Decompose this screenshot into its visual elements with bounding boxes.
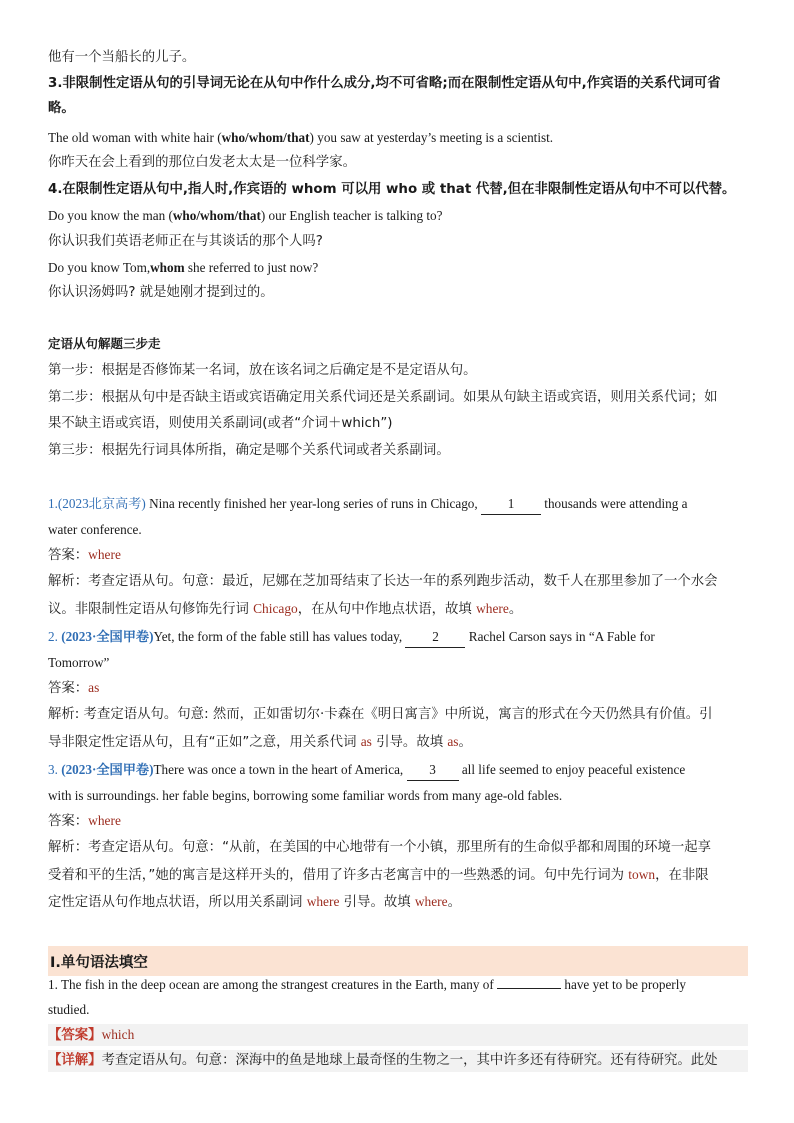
answer-blank[interactable]: 2 — [405, 627, 465, 648]
rule-3-line: 3.非限制性定语从句的引导词无论在从句中作什么成分,均不可省略;而在限制性定语从句中,作宾语的关系代词可省 — [48, 76, 721, 91]
text: Rachel Carson says in “A Fable for — [465, 629, 655, 644]
highlight-word: where — [306, 894, 340, 909]
highlight-word: town — [628, 867, 656, 882]
answer-blank[interactable]: 3 — [407, 760, 459, 781]
highlight-word: as — [360, 734, 372, 749]
exercise-3-explanation: 解析：考查定语从句。句意：“从前，在美国的中心地带有一个小镇，那里所有的生命似乎都和周围的环境一起享 — [48, 840, 712, 855]
question-1-cont: studied. — [48, 1002, 90, 1017]
highlight-word: where — [476, 601, 509, 616]
text: 1. The fish in the deep ocean are among the strangest creatures in the Earth, many of — [48, 977, 498, 992]
text: thousands were attending a — [541, 496, 688, 511]
exercise-2-question — [48, 627, 748, 648]
question-1 — [48, 975, 748, 995]
exercise-3-answer — [48, 811, 748, 832]
question-source: (2023·全国甲卷) — [61, 629, 154, 644]
rule-4-line: 4.在限制性定语从句中,指人时,作宾语的 whom 可以用 who 或 that 代替,但在非限制性定语从句中不可以代替。 — [48, 182, 736, 197]
highlight-word: where — [414, 894, 448, 909]
step-2: 第二步：根据从句中是否缺主语或宾语确定用关系代词还是关系副词。如果从句缺主语或宾语，则用关系代词；如 — [48, 390, 718, 405]
example-sentence — [48, 206, 748, 226]
question-number: 1. — [48, 496, 58, 511]
example-translation: 你昨天在会上看到的那位白发老太太是一位科学家。 — [48, 155, 356, 170]
exercise-1-explanation-cont — [48, 599, 748, 620]
answer-value: where — [88, 547, 121, 562]
text: ) you saw at yesterday’s meeting is a scientist. — [309, 130, 554, 145]
text: There was once a town in the heart of America, — [153, 762, 407, 777]
bold-text: who/whom/that — [172, 208, 261, 223]
bold-text: whom — [150, 260, 185, 275]
answer-value: which — [101, 1027, 135, 1042]
text: 定性定语从句作地点状语，所以用关系副词 — [48, 895, 307, 910]
section-header — [48, 946, 748, 976]
text: 引导。故填 — [339, 895, 415, 910]
text-line: 他有一个当船长的儿子。 — [48, 50, 196, 65]
text: Do you know Tom, — [48, 260, 151, 275]
exercise-1-explanation: 解析：考查定语从句。句意：最近，尼娜在芝加哥结束了长达一年的系列跑步活动，数千人在那里参加了一个水会 — [48, 574, 718, 589]
section-title: I.单句语法填空 — [50, 955, 148, 971]
text: she referred to just now? — [184, 260, 319, 275]
answer-blank[interactable]: 1 — [481, 494, 541, 515]
text: The old woman with white hair ( — [48, 130, 222, 145]
text: Do you know the man ( — [48, 208, 173, 223]
step-3: 第三步：根据先行词具体所指，确定是哪个关系代词或者关系副词。 — [48, 443, 450, 458]
highlight-word: as — [447, 734, 459, 749]
highlight-word: Chicago — [253, 601, 298, 616]
text: 。 — [508, 602, 523, 617]
example-sentence — [48, 258, 748, 278]
steps-title: 定语从句解题三步走 — [48, 336, 161, 351]
text: have yet to be properly — [561, 977, 686, 992]
answer-label: 答案： — [48, 681, 89, 696]
exercise-1-question — [48, 494, 748, 515]
answer-value: as — [88, 680, 100, 695]
exercise-1-answer — [48, 545, 748, 566]
exercise-3-question-cont: with is surroundings. her fable begins, borrowing some familiar words from many age-old fables. — [48, 788, 563, 803]
step-1: 第一步：根据是否修饰某一名词，放在该名词之后确定是不是定语从句。 — [48, 363, 477, 378]
text: Yet, the form of the fable still has values today, — [153, 629, 406, 644]
bold-text: who/whom/that — [221, 130, 310, 145]
example-translation: 你认识我们英语老师正在与其谈话的那个人吗? — [48, 234, 323, 249]
exercise-2-question-cont: Tomorrow” — [48, 655, 110, 670]
text: all life seemed to enjoy peaceful existence — [458, 762, 686, 777]
exercise-2-answer — [48, 678, 748, 699]
answer-label: 答案： — [48, 814, 89, 829]
answer-value: where — [88, 813, 121, 828]
exercise-2-explanation: 解析: 考查定语从句。句意: 然而，正如雷切尔·卡森在《明日寓言》中所说，寓言的形式在今天仍然具有价值。引 — [48, 707, 713, 722]
text: 引导。故填 — [371, 735, 448, 750]
question-number: 2. — [48, 629, 62, 644]
text: ，在非限 — [655, 868, 709, 883]
answer-blank[interactable] — [497, 988, 561, 989]
text: 。 — [458, 735, 472, 750]
text: Nina recently finished her year-long series of runs in Chicago, — [145, 496, 481, 511]
text: 导非限定性定语从句，且有“正如”之意，用关系代词 — [48, 735, 361, 750]
exercise-3-explanation-cont — [48, 865, 748, 886]
text: ) our English teacher is talking to? — [260, 208, 443, 223]
rule-3-line-cont: 略。 — [48, 101, 75, 116]
text: 。 — [447, 895, 461, 910]
exercise-3-explanation-cont — [48, 892, 748, 913]
exercise-3-question — [48, 760, 748, 781]
detail-text: 考查定语从句。句意：深海中的鱼是地球上最奇怪的生物之一，其中许多还有待研究。还有待研究。此处 — [101, 1053, 718, 1068]
question-1-answer — [48, 1025, 748, 1046]
question-source: (2023·全国甲卷) — [61, 762, 154, 777]
example-translation: 你认识汤姆吗? 就是她刚才提到过的。 — [48, 285, 274, 300]
exercise-1-question-cont: water conference. — [48, 522, 142, 537]
detail-tag: 【详解】 — [48, 1053, 102, 1068]
text: 受着和平的生活，”她的寓言是这样开头的，借用了许多古老寓言中的一些熟悉的词。句中先行词为 — [48, 868, 629, 883]
answer-tag: 【答案】 — [48, 1028, 102, 1043]
exercise-2-explanation-cont — [48, 732, 748, 753]
example-sentence — [48, 128, 748, 148]
question-number: 3. — [48, 762, 62, 777]
step-2-cont: 果不缺主语或宾语，则使用关系副词(或者“介词＋which”) — [48, 416, 393, 431]
text: ，在从句中作地点状语，故填 — [297, 602, 477, 617]
question-source: (2023北京高考) — [57, 496, 146, 511]
question-1-detail — [48, 1051, 748, 1071]
answer-label: 答案： — [48, 548, 89, 563]
text: 议。非限制性定语从句修饰先行词 — [48, 602, 254, 617]
